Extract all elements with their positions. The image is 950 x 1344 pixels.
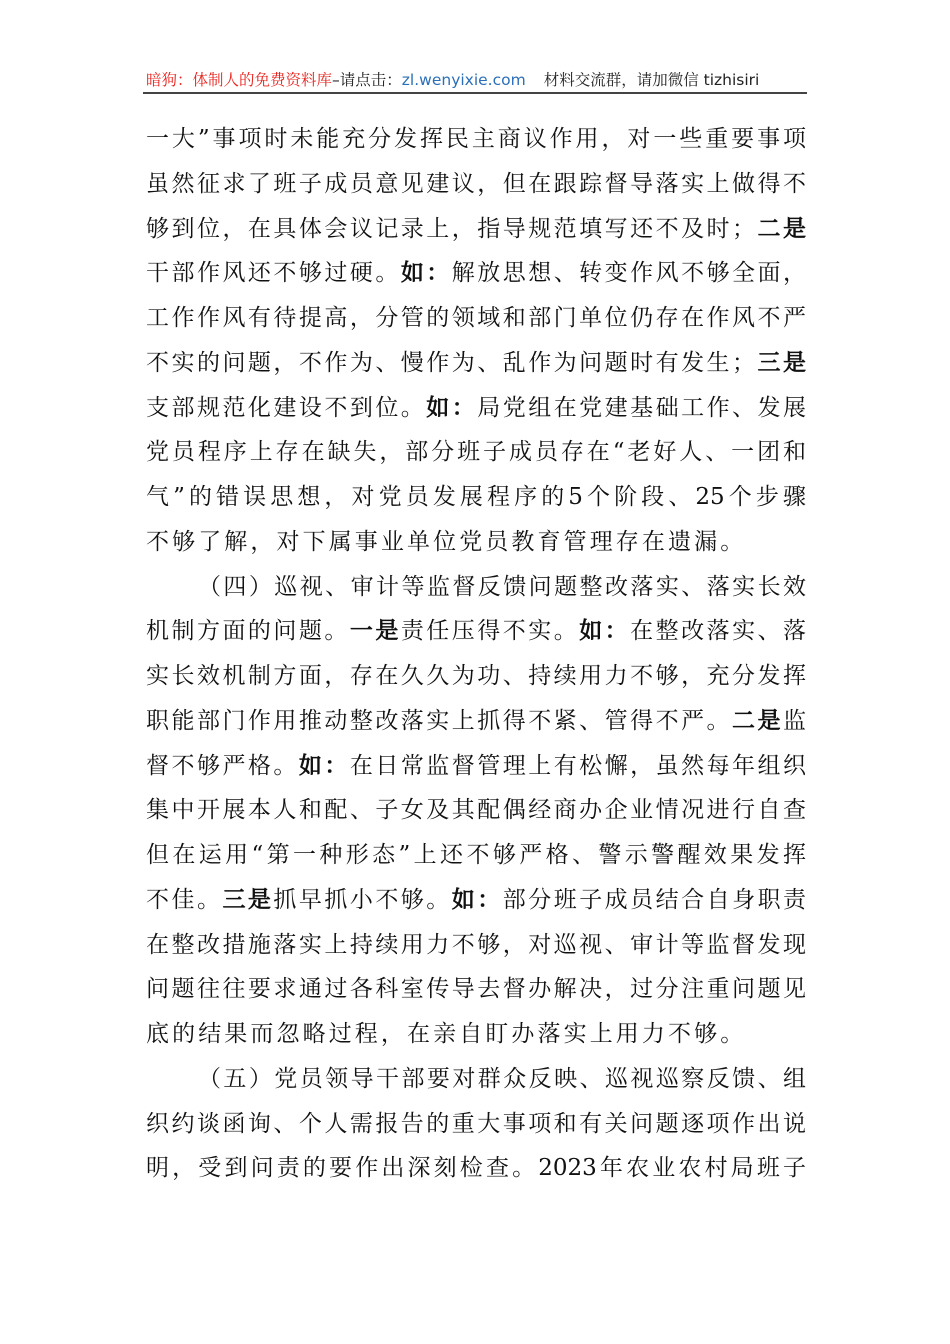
text-run: 底的结果而忽略过程，在亲自盯办落实上用力不够。	[146, 1021, 747, 1047]
text-run: 气”的错误思想，对党员发展程序的5个阶段、25个步骤	[146, 484, 806, 510]
bold-text: 如：	[451, 885, 503, 913]
header-divider	[143, 92, 807, 94]
bold-text: 二是	[732, 706, 784, 734]
text-run: 督不够严格。	[146, 752, 299, 779]
text-run: 干部作风还不够过硬。	[146, 260, 401, 287]
text-line	[146, 251, 806, 296]
text-run: 不够了解，对下属事业单位党员教育管理存在遗漏。	[146, 528, 747, 555]
text-run: 支部规范化建设不到位。	[146, 394, 427, 421]
text-line	[146, 833, 806, 878]
text-run: 问题往往要求通过各科室传导去督办解决，过分注重问题见	[146, 976, 806, 1003]
page-header	[146, 68, 806, 90]
text-run: 虽然征求了班子成员意见建议，但在跟踪督导落实上做得不	[146, 170, 806, 197]
text-run: 局党组在党建基础工作、发展	[477, 394, 807, 421]
text-run: 但在运用“第一种形态”上还不够严格、警示警醒效果发挥	[146, 842, 806, 868]
text-line	[146, 878, 806, 923]
text-line	[146, 475, 806, 520]
text-line	[146, 341, 806, 386]
text-line	[146, 207, 806, 252]
bold-text: 如：	[426, 393, 478, 421]
text-line	[146, 654, 806, 699]
document-body	[146, 117, 806, 1191]
bold-text: 如：	[298, 751, 350, 779]
header-brand: 暗狗：体制人的免费资料库	[146, 71, 333, 89]
text-line	[146, 699, 806, 744]
text-line	[146, 162, 806, 207]
text-run: 监	[783, 707, 807, 734]
text-line	[146, 1012, 806, 1057]
text-run: 集中开展本人和配、子女及其配偶经商办企业情况进行自查	[146, 797, 806, 824]
text-run: 部分班子成员结合自身职责	[502, 886, 807, 913]
text-run: 解放思想、转变作风不够全面，	[451, 260, 807, 287]
text-run: 实长效机制方面，存在久久为功、持续用力不够，充分发挥	[146, 663, 806, 689]
text-line	[146, 923, 806, 968]
text-run: 够到位，在具体会议记录上，指导规范填写还不及时；	[146, 215, 756, 242]
text-run: （五）党员领导干部要对群众反映、巡视巡察反馈、组	[198, 1065, 806, 1092]
text-run: 工作作风有待提高，分管的领域和部门单位仍存在作风不严	[146, 305, 806, 331]
text-run: 不佳。	[146, 886, 223, 913]
text-run: （四）巡视、审计等监督反馈问题整改落实、落实长效	[198, 573, 806, 600]
text-run: 不实的问题，不作为、慢作为、乱作为问题时有发生；	[146, 349, 756, 376]
text-run: 党员程序上存在缺失，部分班子成员存在“老好人、一团和	[146, 439, 806, 466]
text-line	[146, 609, 806, 654]
text-run: 一大”事项时未能充分发挥民主商议作用，对一些重要事项	[146, 126, 806, 152]
text-line	[146, 386, 806, 431]
text-line	[146, 744, 806, 789]
text-line	[146, 1146, 806, 1191]
text-run: 职能部门作用推动整改落实上抓得不紧、管得不严。	[146, 707, 733, 734]
bold-text: 三是	[222, 885, 274, 913]
text-run: 在日常监督管理上有松懈，虽然每年组织	[349, 752, 807, 779]
text-line	[146, 296, 806, 341]
text-run: 织约谈函询、个人需报告的重大事项和有关问题逐项作出说	[146, 1110, 806, 1137]
bold-text: 二是	[755, 214, 807, 242]
text-run: 机制方面的问题。	[146, 618, 350, 645]
text-run: 责任压得不实。	[400, 618, 580, 645]
text-run: 明，受到问责的要作出深刻检查。2023年农业农村局班子	[146, 1155, 806, 1182]
header-contact: 材料交流群，请加微信 tizhisiri	[543, 71, 760, 89]
text-run: 在整改落实、落	[630, 618, 807, 645]
text-line	[146, 967, 806, 1012]
text-line	[146, 520, 806, 565]
text-line	[146, 788, 806, 833]
text-line	[146, 565, 806, 610]
bold-text: 如：	[400, 259, 452, 287]
text-line	[146, 1057, 806, 1102]
header-prompt: –请点击：	[332, 71, 402, 89]
header-link[interactable]: zl.wenyixie.com	[401, 71, 526, 89]
text-run: 抓早抓小不够。	[273, 886, 452, 913]
text-line	[146, 1102, 806, 1147]
bold-text: 三是	[755, 348, 807, 376]
bold-text: 如：	[579, 617, 631, 645]
bold-text: 一是	[349, 617, 401, 645]
text-line	[146, 430, 806, 475]
text-line	[146, 117, 806, 162]
text-run: 在整改措施落实上持续用力不够，对巡视、审计等监督发现	[146, 931, 806, 958]
